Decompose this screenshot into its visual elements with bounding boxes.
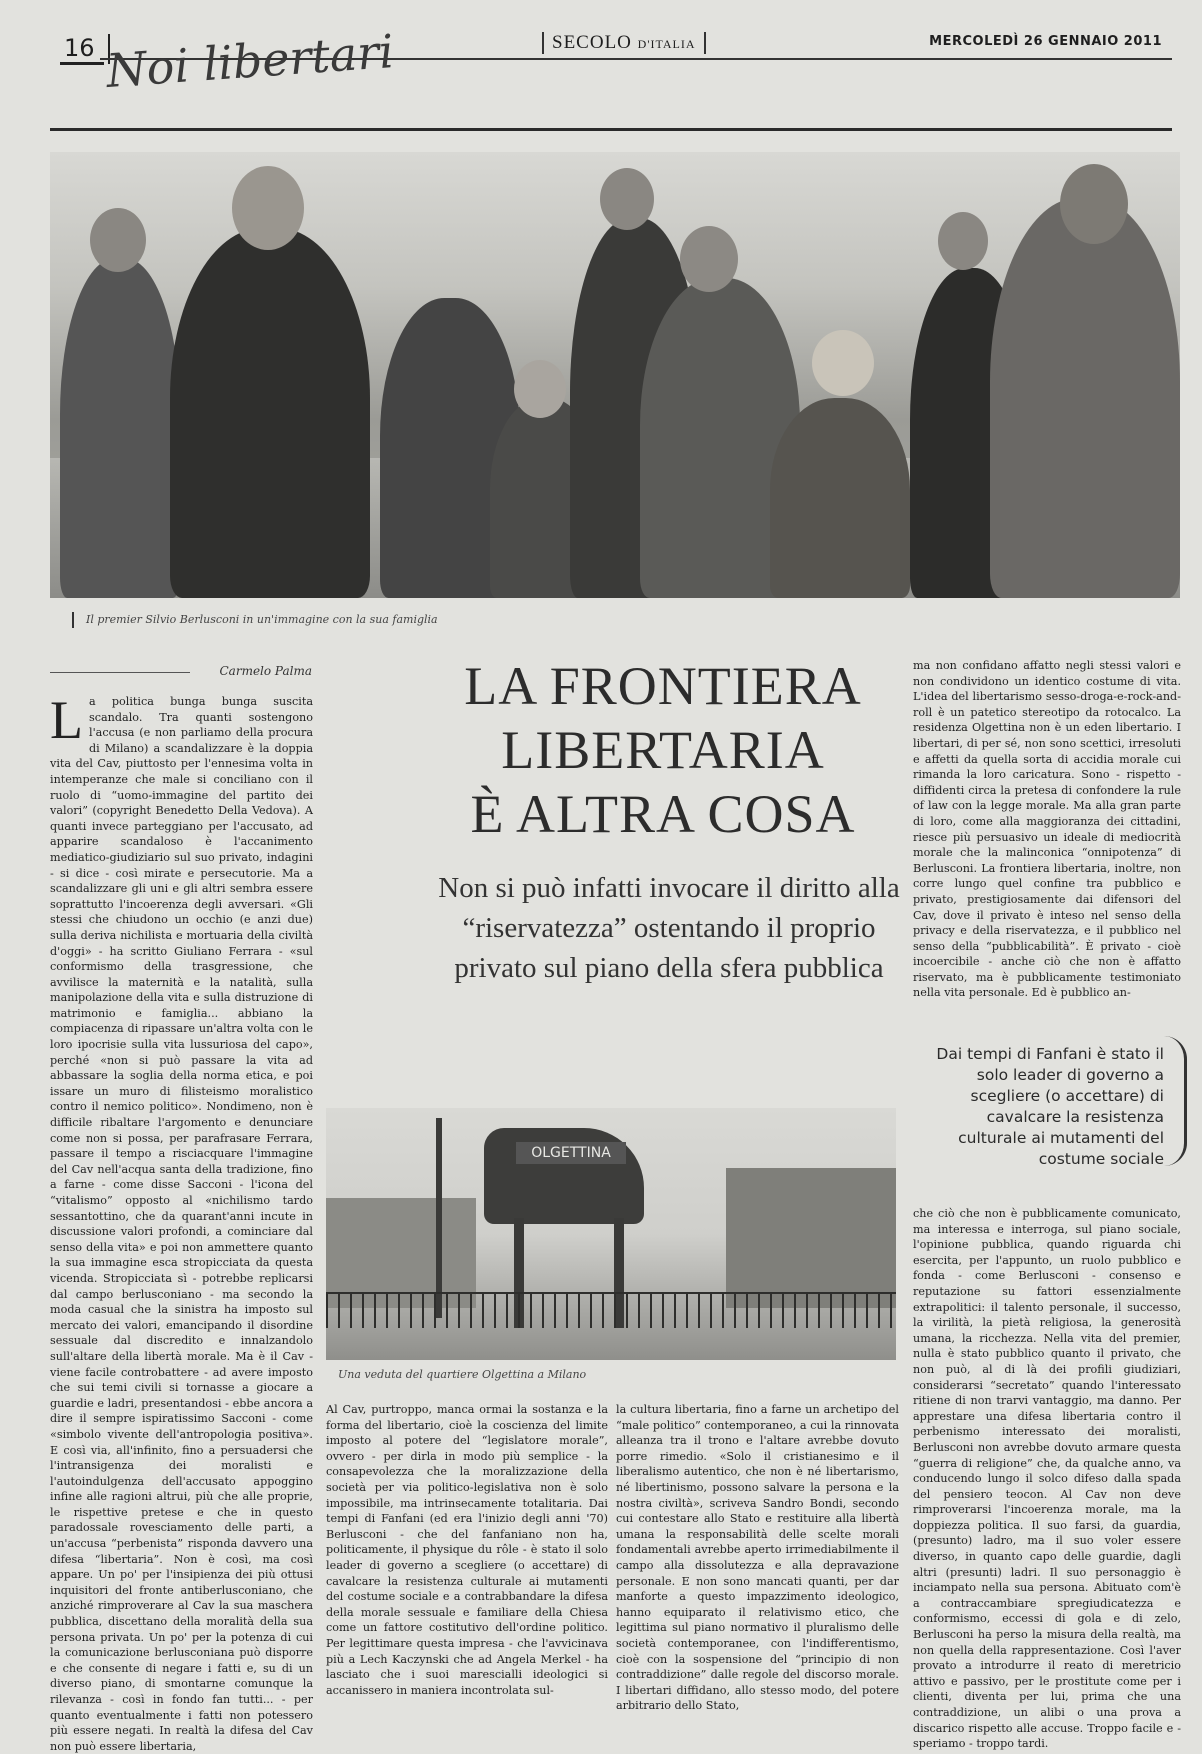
pull-quote: Dai tempi di Fanfani è stato il solo leader di governo a scegliere (o accettare) di cavalcare la resistenza culturale ai mutamenti del costume sociale	[936, 1045, 1164, 1168]
title-line: LA FRONTIERA	[464, 656, 862, 716]
column-3-bottom: che ciò che non è pubblicamente comunicato, ma interessa e interroga, sul piano sociale, l'opinione pubblica, quando riguarda chi esercita, per l'appunto, un ruolo pubblico e fonda - come Berlusconi - consenso e reputazione su fattori essenzialmente extrapolitici: il talento personale, il successo, la virilità, la pietà religiosa, la generosità umana, la ricchezza. Nella vita del premier, nulla è stato pubblico quanto il privato, che non può, al di là dei profili giudiziari, considerarsi “secretato” quando l'interessato ritiene di non trarvi vantaggio, ma danno. Per apprestare una difesa libertaria contro il perbenismo interessato dei moralisti, Berlusconi non avrebbe dovuto armare questa “guerra di religione” che, da qualche anno, va conducendo lungo il solco difeso dalla spada del pensiero teocon. Al Cav non deve rimproverarsi l'incoerenza morale, ma la doppiezza politica. Il suo farsi, da guardia, (presunto) ladro, ma il suo voler essere diverso, in quanto capo delle guardie, dagli altri (presunti) ladri. Il suo personaggio è inciampato nella sua persona. Abituato com'è a contraccambiare spregiudicatezza e conformismo, eccessi di gola e di zelo, Berlusconi ha perso la misura della realtà, ma non quella della rappresentazione. Così l'aver provato a introdurre il reato di meretricio attivo e passivo, per le prostitute come per i clienti, diventa per lui, prima che una contraddizione, un alibi o una prova a discarico rispetto alle accuse. Troppo facile e - speriamo - troppo tardi.	[913, 1207, 1181, 1751]
photo-figure	[60, 258, 180, 598]
masthead-main: SECOLO	[552, 32, 632, 53]
title-line: LIBERTARIA	[501, 720, 825, 780]
olgettina-photo	[326, 1108, 896, 1360]
photo-head	[680, 226, 738, 292]
photo-figure	[990, 198, 1180, 598]
family-photo	[50, 152, 1180, 598]
title-line: È ALTRA COSA	[470, 784, 856, 844]
rubric-rule	[50, 128, 1172, 131]
photo2-caption: Una veduta del quartiere Olgettina a Milano	[338, 1368, 587, 1381]
photo-caption: Il premier Silvio Berlusconi in un'immagine con la sua famiglia	[72, 612, 438, 628]
fence	[326, 1292, 896, 1328]
byline: Carmelo Palma	[50, 664, 312, 678]
photo-head	[600, 168, 654, 230]
photo-head	[1060, 164, 1128, 244]
photo-head	[938, 212, 988, 270]
masthead	[542, 32, 706, 54]
photo-head	[812, 330, 874, 396]
issue-date: MERCOLEDÌ 26 GENNAIO 2011	[929, 34, 1162, 49]
pull-quote-bracket	[1164, 1036, 1187, 1166]
page-number: 16	[60, 34, 104, 65]
column-1	[50, 690, 313, 1754]
photo-figure	[170, 228, 370, 598]
column-3-top: ma non confidano affatto negli stessi valori e non condividono un identico costume di vita. L'idea del libertarismo sesso-droga-e-rock-and-roll è un patetico stereotipo da rotocalco. La residenza Olgettina non è un eden libertario. I libertari, di per sé, non sono scettici, irresoluti e affetti da quella sorta di accidia morale cui rimanda la loro caricatura. Sono - rispetto - diffidenti circa la pretesa di confondere la rule of law con la legge morale. Ma alla gran parte di loro, come alla maggioranza dei cittadini, riesce più persuasivo un ideale di mediocrità morale che la malinconica “onnipotenza” di Berlusconi. La frontiera libertaria, inoltre, non corre lungo quel confine tra pubblico e privato, prestigiosamente dai difensori del Cav, dove il privato è inteso nel senso della privacy e della riservatezza, e il pubblico nel senso della “pubblicabilità”. È privato - cioè incoercibile - anche ciò che non è affatto riservato, ma è pubblicamente testimoniato nella vita personale. Ed è pubblico an-	[913, 659, 1181, 1000]
column-1-text: a politica bunga bunga suscita scandalo. Tra quanti sostengono l'accusa (e non parliamo della procura di Milano) a scandalizzare è la doppia vita del Cav, piuttosto per l'ennesima volta in intemperanze che male si conciliano con il ruolo di “uomo-immagine del partito dei valori” (copyright Benedetto Della Vedova). A quanti invece parteggiano per l'accusato, ad apparire scandaloso è l'accanimento mediatico-giudiziario sul suo privato, indagini - si dice - così mirate e persecutorie. Ma a scandalizzare gli uni e gli altri sembra essere soprattutto l'incoerenza degli avversari. «Gli stessi che chiudono un occhio (e anzi due) sulla deriva nichilista e mortuaria della civiltà d'oggi» - ha scritto Giuliano Ferrara - «sul conformismo della trasgressione, che avvilisce la maternità e la natalità, sulla manipolazione della vita e sulla distruzione di matrimonio e famiglia... abbiano la compiacenza di ripassare un'altra volta con le loro ipocrisie sulla vita lussuriosa del capo», perché «non si può passare la vita ad abbassare la soglia della norma etica, e poi issare un muro di filisteismo moralistico contro il nemico politico». Nondimeno, non è difficile ribaltare l'argomento e denunciare come non si possa, per parafrasare Ferrara, passare il tempo a risciacquare l'immagine del Cav nell'acqua santa della tradizione, fino a farne - come disse Sacconi - l'icona del “vitalismo” opposto al «nichilismo tardo sessantottino, che da quarant'anni incute in discussione valori profondi, a cominciare dal senso della vita» e poi non ammettere quanto la sua immagine esca stropicciata da questa vicenda. Stropicciata sì - potrebbe replicarsi dal campo berlusconiano - ma secondo la moda casual che la sinistra ha imposto sul mercato dei valori, emancipando il disordine sessuale dal discredito e innalzandolo sull'altare della libertà morale. Ma è il Cav - viene facile controbattere - ad avere imposto che sui temi civili si tornasse a giocare a guardie e ladri, presentandosi - ebbe ancora a dire il sempre ispiratissimo Sacconi - come «simbolo vivente dell'antropologia positiva». E così via, all'infinito, fino a persuadersi che l'intransigenza dei moralisti e l'autoindulgenza dell'accusato appoggino infine alle ragioni altrui, più che alle proprie, le rispettive pretese e che in questo paradossale rovesciamento delle parti, a un'accusa “perbenista” risponda davvero una difesa “libertaria”. Non è così, ma così appare. Un po' per l'insipienza dei più ottusi inquisitori del fronte antiberlusconiano, che anziché rimproverare al Cav la sua maschera pubblica, discettano della moralità della sua persona privata. Un po' per la potenza di cui la comunicazione berlusconiana può disporre e che consente di negare i fatti e, su di un diverso piano, di smontarne comunque la rilevanza - così in fondo fan tutti... - per quanto eventualmente i fatti non potessero più essere negati. In realtà la difesa del Cav non può essere libertaria,	[50, 695, 313, 1753]
photo-figure	[770, 398, 910, 598]
masthead-small: D'ITALIA	[637, 37, 696, 51]
photo-head	[232, 166, 304, 250]
column-2: Al Cav, purtroppo, manca ormai la sostanza e la forma del libertario, cioè la coscienza del limite imposto al potere del “legislatore morale”, ovvero - per dirla in modo più semplice - la consapevolezza che la moralizzazione della società per via politico-legislativa non è solo impossibile, ma intrinsecamente totalitaria. Dai tempi di Fanfani (ed era l'inizio degli anni '70) Berlusconi - che del fanfaniano non ha, politicamente, il physique du rôle - è stato il solo leader di governo a scegliere (o accettare) di cavalcare la resistenza culturale ai mutamenti del costume sociale e a contrabbandare la difesa della morale sessuale e familiare della Chiesa come un fattore costitutivo dell'ordine politico. Per legittimare questa impresa - che l'avvicinava più a Lech Kaczynski che ad Angela Merkel - ha lasciato che i suoi marescialli ideologici si accanissero in maniera incontrolata sul-	[326, 1403, 608, 1697]
olgettina-sign: OLGETTINA	[516, 1142, 626, 1164]
article-title	[424, 654, 902, 846]
photo-head	[90, 208, 146, 272]
lamp-post	[436, 1118, 442, 1318]
section-rubric: Noi libertari	[104, 24, 396, 98]
column-2b: la cultura libertaria, fino a farne un archetipo del “male politico” contemporaneo, a cui la rinnovata alleanza tra il trono e l'altare avrebbe dovuto porre rimedio. «Solo il cristianesimo e il liberalismo autentico, che non è né libertarismo, né libertinismo, possono salvare la persona e la nostra civiltà», scriveva Sandro Bondi, secondo cui contestare allo Stato e restituire alla libertà umana la responsabilità delle scelte morali fondamentali avrebbe aperto irrimediabilmente il campo alla dissolutezza e alla depravazione personale. E non sono mancati quanti, per dar manforte a questo impazzimento ideologico, hanno equiparato il relativismo etico, che legittima sul piano normativo il pluralismo delle società contemporanee, con l'indifferentismo, cioè con la sospensione del “principio di non contraddizione” dalle regole del discorso morale. I libertari diffidano, allo stesso modo, del potere arbitrario dello Stato,	[616, 1403, 899, 1713]
drop-cap: L	[50, 690, 83, 750]
photo-building	[726, 1168, 896, 1308]
article-subtitle: Non si può infatti invocare il diritto alla “riservatezza” ostentando il proprio privato sul piano della sfera pubblica	[438, 872, 900, 984]
photo-head	[514, 360, 566, 418]
